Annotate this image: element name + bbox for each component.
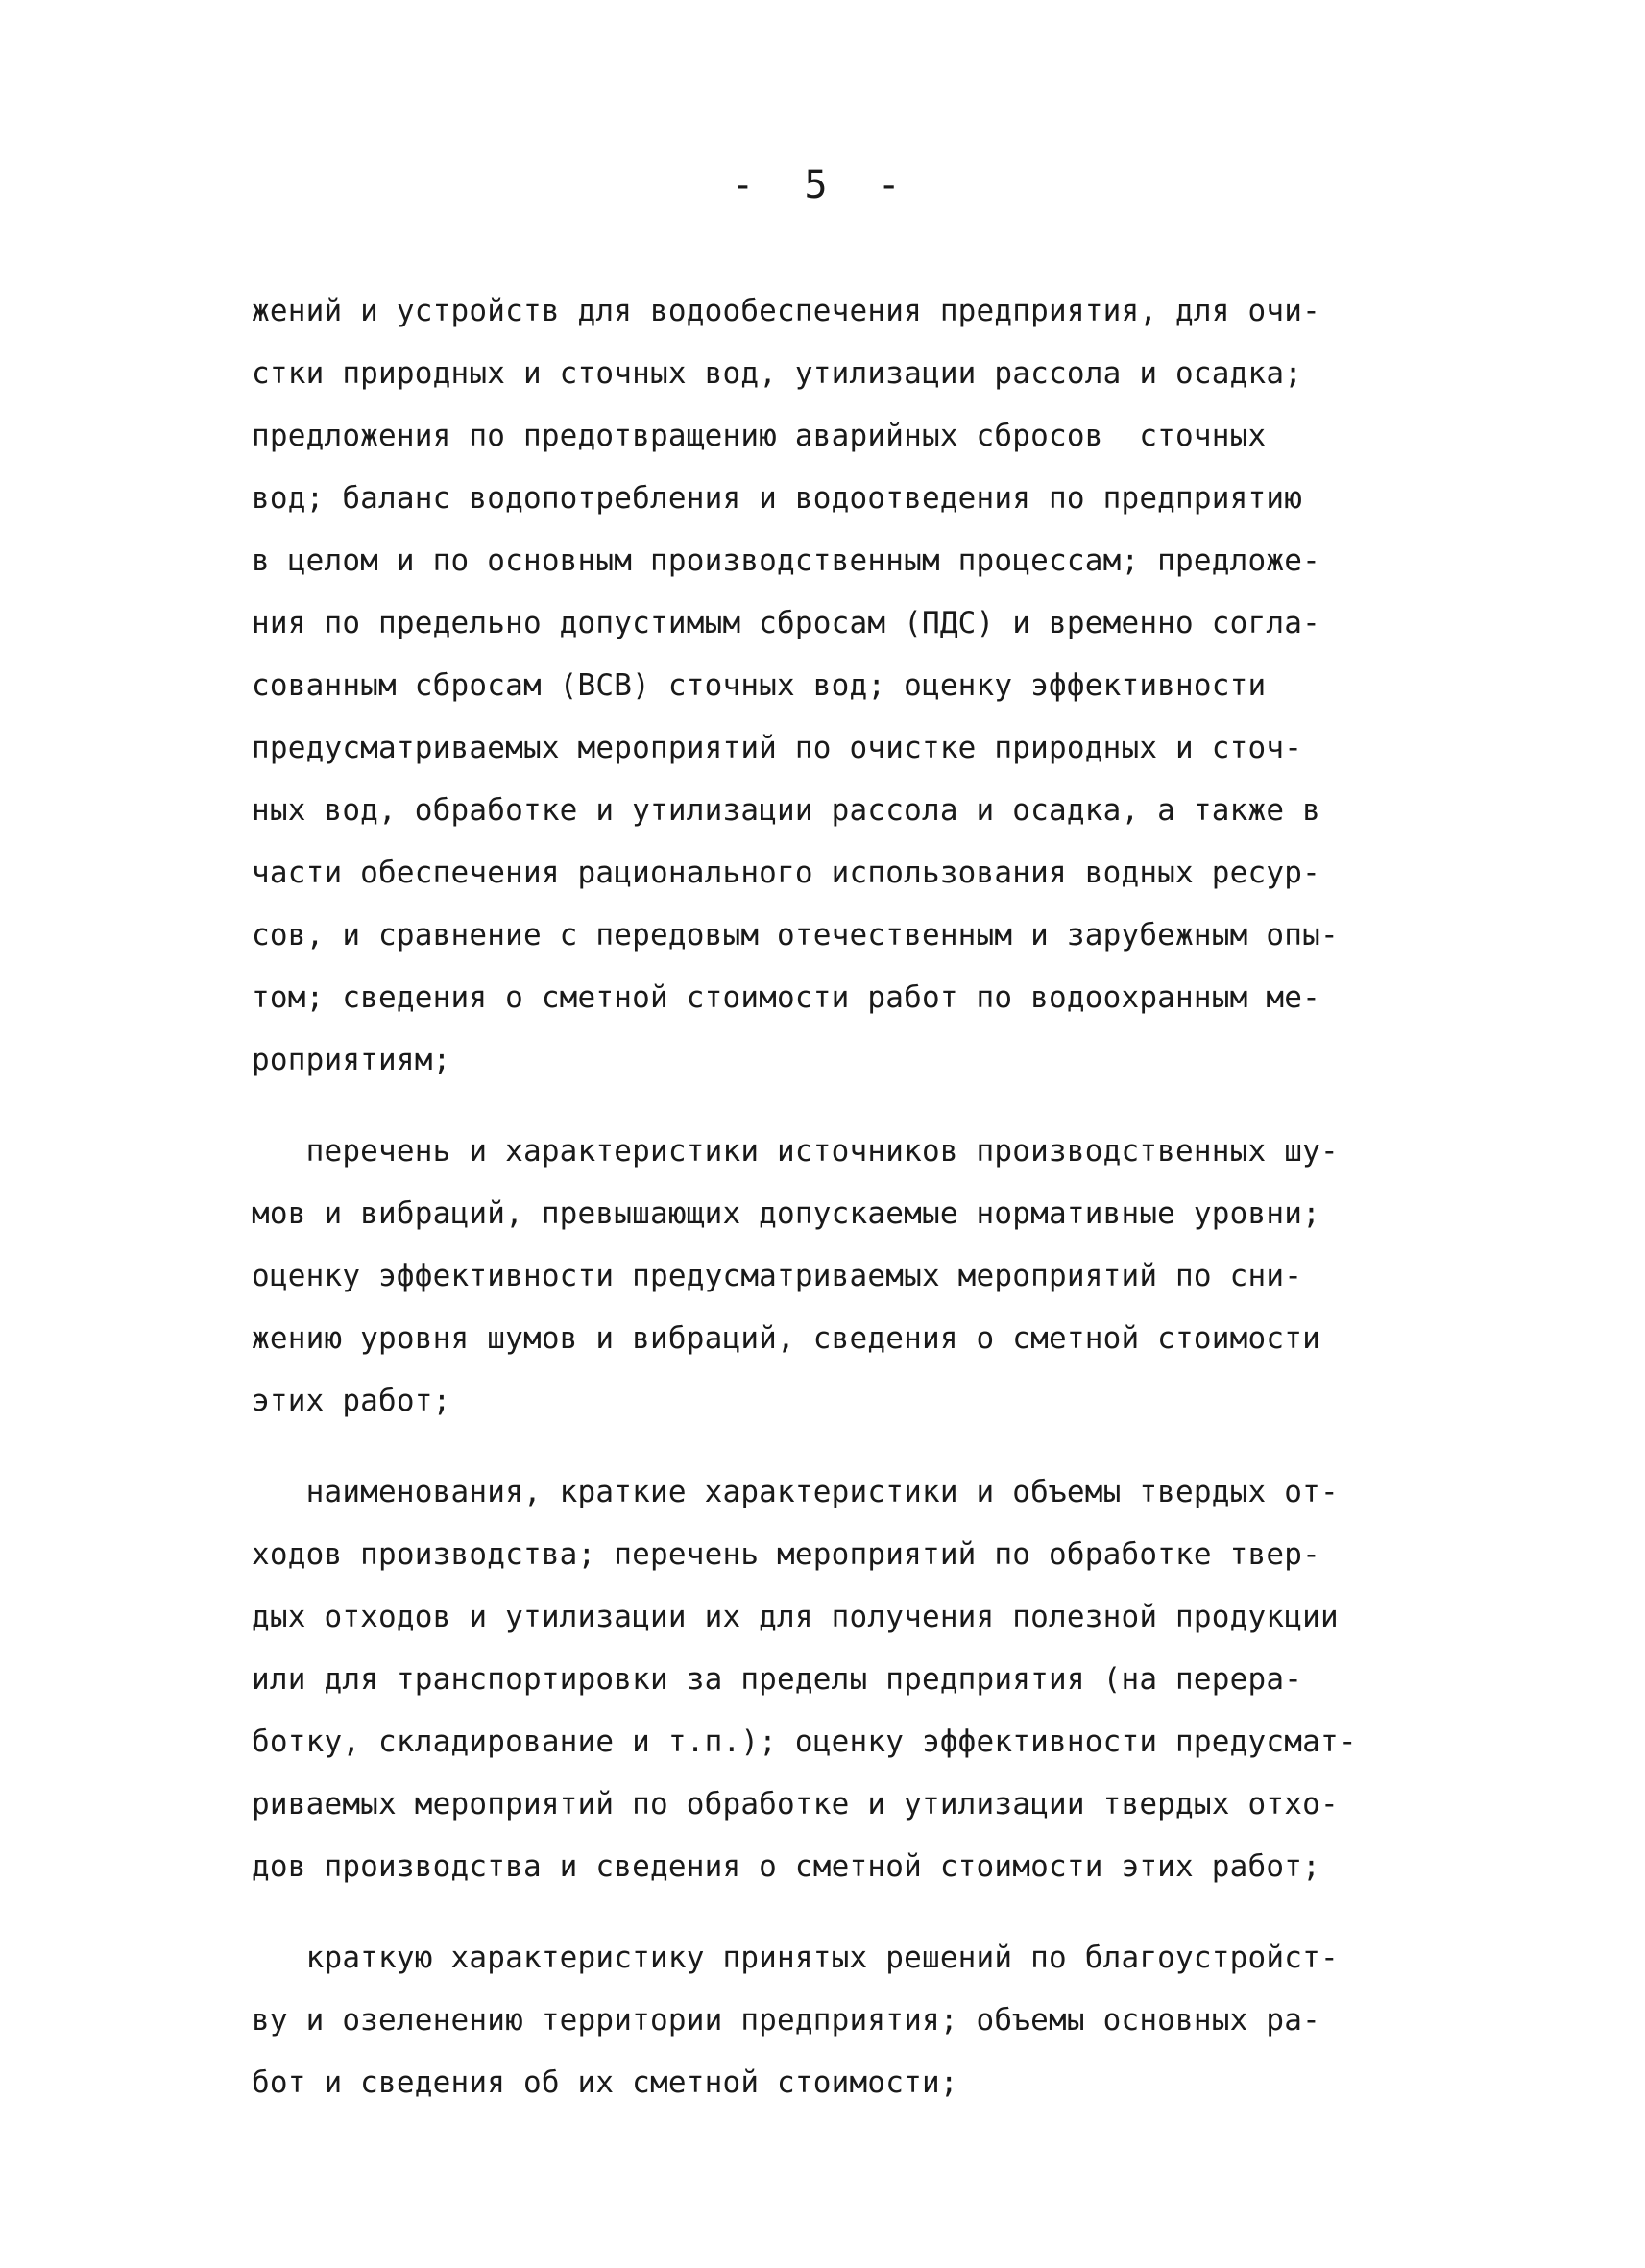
text-line: предусматриваемых мероприятий по очистке природных и сточ- xyxy=(252,731,1303,765)
text-line: ходов производства; перечень мероприятий по обработке твер- xyxy=(252,1537,1320,1572)
text-line: перечень и характеристики источников производственных шу- xyxy=(252,1134,1339,1169)
text-line: в целом и по основным производственным процессам; предложе- xyxy=(252,543,1320,578)
text-line: предложения по предотвращению аварийных сбросов сточных xyxy=(252,419,1267,453)
text-line: жений и устройств для водообеспечения предприятия, для очи- xyxy=(252,294,1320,328)
text-line: вод; баланс водопотребления и водоотведения по предприятию xyxy=(252,481,1303,516)
paragraph-water-protection xyxy=(252,280,1404,1092)
text-line: сов, и сравнение с передовым отечественным и зарубежным опы- xyxy=(252,918,1339,953)
paragraph-noise-vibration xyxy=(252,1121,1404,1433)
paragraph-spacer xyxy=(252,1092,1404,1121)
text-line: оценку эффективности предусматриваемых мероприятий по сни- xyxy=(252,1259,1303,1293)
text-line: наименования, краткие характеристики и объемы твердых от- xyxy=(252,1475,1339,1509)
text-line: ботку, складирование и т.п.); оценку эффективности предусмат- xyxy=(252,1725,1357,1759)
text-line: дых отходов и утилизации их для получения полезной продукции xyxy=(252,1600,1339,1634)
text-line: том; сведения о сметной стоимости работ по водоохранным ме- xyxy=(252,980,1320,1015)
text-line: части обеспечения рационального использования водных ресур- xyxy=(252,856,1320,890)
page-number: - 5 - xyxy=(731,163,914,207)
text-line: этих работ; xyxy=(252,1384,451,1418)
text-line: или для транспортировки за пределы предприятия (на перера- xyxy=(252,1662,1303,1697)
text-line: риваемых мероприятий по обработке и утилизации твердых отхо- xyxy=(252,1787,1339,1822)
paragraph-landscaping xyxy=(252,1927,1404,2114)
text-line: ву и озеленению территории предприятия; объемы основных ра- xyxy=(252,2003,1320,2038)
text-line: роприятиям; xyxy=(252,1043,451,1077)
text-line: бот и сведения об их сметной стоимости; xyxy=(252,2065,958,2100)
paragraph-spacer xyxy=(252,1898,1404,1927)
text-line: дов производства и сведения о сметной стоимости этих работ; xyxy=(252,1849,1320,1884)
text-line: мов и вибраций, превышающих допускаемые нормативные уровни; xyxy=(252,1196,1320,1231)
text-line: сованным сбросам (ВСВ) сточных вод; оценку эффективности xyxy=(252,668,1267,703)
text-line: краткую характеристику принятых решений по благоустройст- xyxy=(252,1941,1339,1975)
text-line: ных вод, обработке и утилизации рассола и осадка, а также в xyxy=(252,793,1320,828)
paragraph-solid-waste xyxy=(252,1461,1404,1898)
text-line: стки природных и сточных вод, утилизации рассола и осадка; xyxy=(252,356,1303,391)
paragraph-spacer xyxy=(252,1433,1404,1461)
text-line: ния по предельно допустимым сбросам (ПДС) и временно согла- xyxy=(252,606,1320,640)
text-line: жению уровня шумов и вибраций, сведения о сметной стоимости xyxy=(252,1321,1320,1356)
body-text xyxy=(252,280,1404,2114)
